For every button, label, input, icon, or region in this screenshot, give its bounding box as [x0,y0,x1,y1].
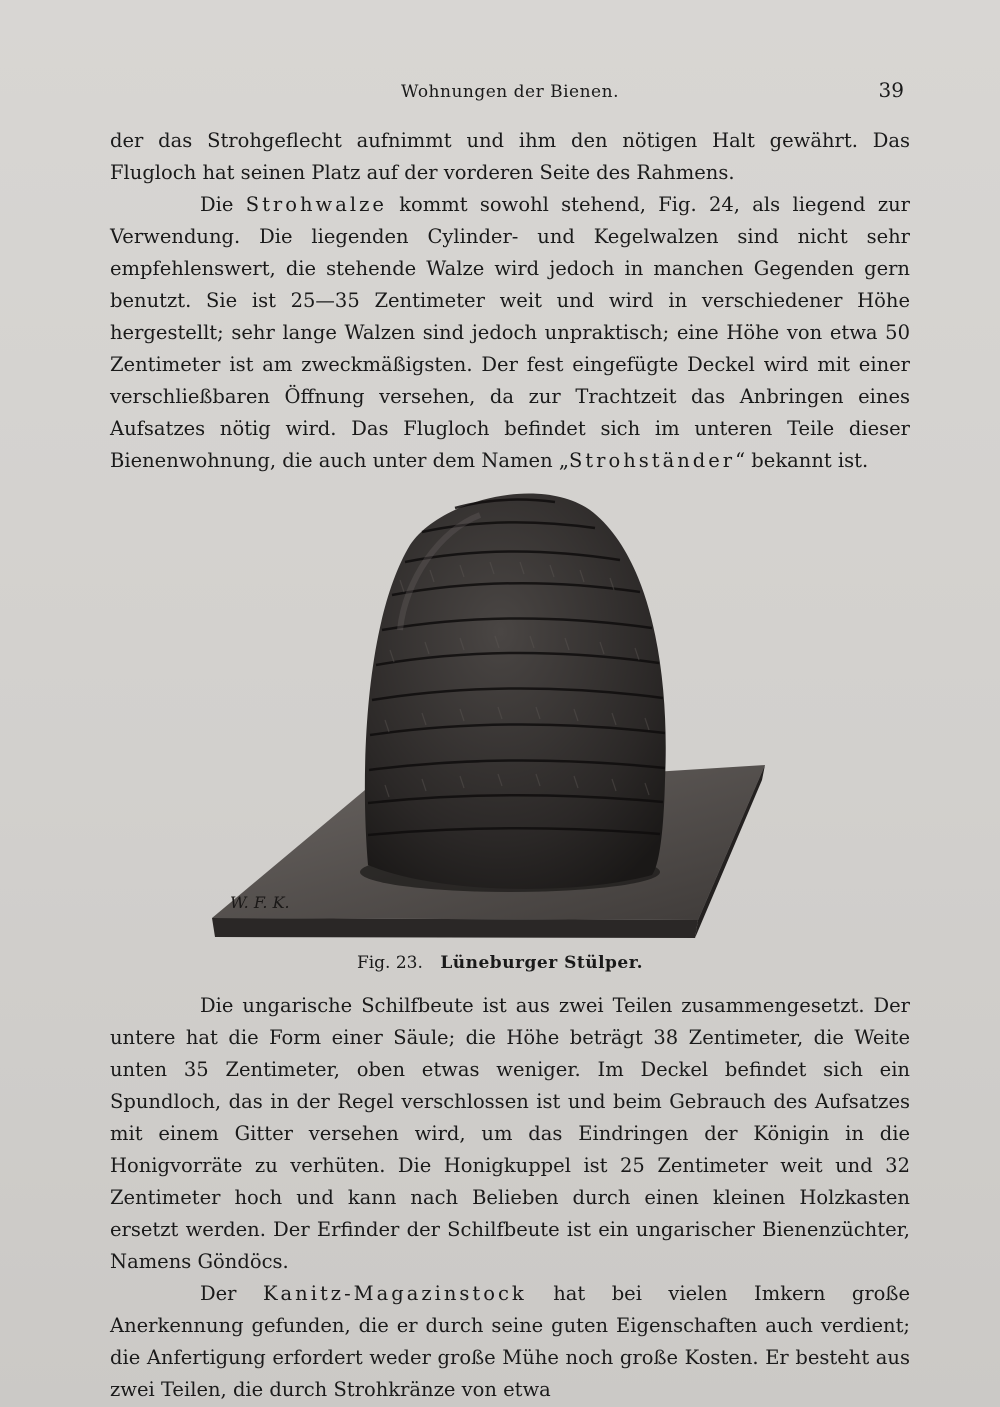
figure-title: Lüneburger Stülper. [440,953,644,973]
running-title: Wohnungen der Bienen. [401,82,619,102]
beehive-illustration [200,470,800,950]
artist-signature: W. F. K. [230,893,290,912]
paragraph: Der Kanitz-Magazinstock hat bei vielen Imkern große Anerkennung gefunden, die er durch seine guten Eigenschaften auch verdient; die Anfertigung erfordert weder große Mühe noch große Kosten. Er besteht aus zwei Teilen, die durch Strohkränze von etwa [110,1282,910,1401]
page-number: 39 [878,78,904,102]
paragraph: der das Strohgeflecht aufnimmt und ihm den nötigen Halt gewährt. Das Flugloch hat seinen Platz auf der vorderen Seite des Rahmens. [110,129,910,184]
text-block-top [110,125,910,477]
spaced-term: Strohwalze [245,193,387,216]
spaced-term: Kanitz-Magazinstock [262,1282,527,1305]
page-header [110,78,910,108]
spaced-term: Strohständer [568,449,736,472]
paragraph: Die ungarische Schilfbeute ist aus zwei Teilen zusammengesetzt. Der untere hat die Form einer Säule; die Höhe beträgt 38 Zentimeter, die Weite unten 35 Zentimeter, oben etwas weniger. Im Deckel befindet sich ein Spundloch, das in der Regel verschlossen ist und beim Gebrauch des Aufsatzes mit einem Gitter versehen wird, um das Eindringen der Königin in die Honigvorräte zu verhüten. Die Honigkuppel ist 25 Zentimeter weit und 32 Zentimeter hoch und kann nach Belieben durch einen kleinen Holzkasten ersetzt werden. Der Erfinder der Schilfbeute ist ein ungarischer Bienenzüchter, Namens Göndöcs. [110,994,910,1273]
figure-label: Fig. 23. [356,953,423,973]
text-block-bottom [110,990,910,1406]
paragraph: Die Strohwalze kommt sowohl stehend, Fig. 24, als liegend zur Verwendung. Die liegenden Cylinder- und Kegelwalzen sind nicht sehr empfehlenswert, die stehende Walze wird jedoch in manchen Gegenden gern benutzt. Sie ist 25—35 Zentimeter weit und wird in verschiedener Höhe hergestellt; sehr lange Walzen sind jedoch unpraktisch; eine Höhe von etwa 50 Zentimeter ist am zweckmäßigsten. Der fest eingefügte Deckel wird mit einer verschließbaren Öffnung versehen, da zur Trachtzeit das Anbringen eines Aufsatzes nötig wird. Das Flugloch befindet sich im unteren Teile dieser Bienenwohnung, die auch unter dem Namen „Strohständer“ bekannt ist. [110,193,910,472]
figure-caption [0,953,1000,973]
straw-hive [365,494,666,889]
board-edge [212,918,698,938]
